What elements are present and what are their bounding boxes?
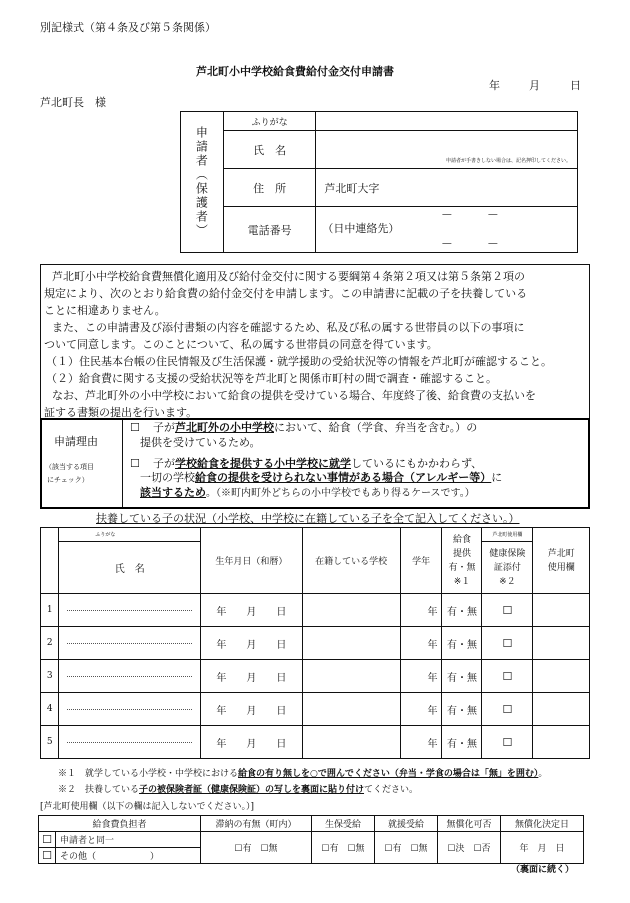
body-line: ついて同意します。このことについて、私の属する世帯員の同意を得ています。 — [44, 338, 438, 351]
office-caption: [芦北町使用欄（以下の欄は記入しないでください。）] — [40, 802, 255, 812]
child-name-cell[interactable] — [59, 627, 201, 660]
continue-note: （裏面に続く） — [511, 865, 575, 875]
table-row — [41, 660, 590, 693]
insurance-checkbox[interactable]: ☐ — [482, 693, 533, 726]
reason-sub-1: （該当する項目 — [45, 463, 94, 471]
use-cell — [533, 594, 590, 627]
birth-cell[interactable]: 年 月 日 — [201, 627, 302, 660]
payer-same-label: 申請者と同一 — [56, 832, 201, 848]
body-line: なお、芦北町外の小中学校において給食の提供を受けている場合、年度終了後、給食費の支払いを — [52, 389, 536, 402]
birth-cell[interactable]: 年 月 日 — [201, 594, 302, 627]
col-insurance: 健康保険 証添付 ※２ — [482, 542, 533, 594]
school-cell[interactable] — [302, 594, 400, 627]
col-school: 在籍している学校 — [302, 528, 400, 594]
body-line: （１）住民基本台帳の住民情報及び生活保護・就学援助の受給状況等の情報を芦北町が確認すること。 — [46, 355, 552, 368]
use-cell — [533, 726, 590, 759]
grade-cell[interactable]: 年 — [400, 660, 442, 693]
reason-1-line-2: 提供を受けているため。 — [140, 436, 261, 449]
meal-cell[interactable]: 有・無 — [442, 594, 482, 627]
reason-2-line-1: 子が学校給食を提供する小中学校に就学しているにもかかわらず、 — [153, 457, 483, 470]
insurance-checkbox[interactable]: ☐ — [482, 660, 533, 693]
office-h-date: 無償化決定日 — [501, 816, 584, 832]
applicant-side-label: 申請者（保護者） — [181, 112, 224, 253]
meal-cell[interactable]: 有・無 — [442, 627, 482, 660]
table-row — [41, 693, 590, 726]
col-grade: 学年 — [400, 528, 442, 594]
birth-cell[interactable]: 年 月 日 — [201, 693, 302, 726]
body-line: 証する書類の提出を行います。 — [44, 406, 198, 419]
date-year-label: 年 — [489, 79, 500, 92]
school-cell[interactable] — [302, 693, 400, 726]
school-cell[interactable] — [302, 627, 400, 660]
office-table — [38, 815, 584, 864]
birth-cell[interactable]: 年 月 日 — [201, 726, 302, 759]
date-day-label: 日 — [570, 79, 581, 92]
meal-cell[interactable]: 有・無 — [442, 726, 482, 759]
arrears-options: ☐有 ☐無 — [201, 832, 312, 864]
body-line: （２）給食費に関する支援の受給状況等を芦北町と関係市町村の間で調査・確認すること。 — [46, 372, 497, 385]
meal-cell[interactable]: 有・無 — [442, 660, 482, 693]
table-row — [41, 627, 590, 660]
decision-date: 年 月 日 — [501, 832, 584, 864]
meal-cell[interactable]: 有・無 — [442, 693, 482, 726]
row-no: 4 — [41, 693, 59, 726]
insurance-checkbox[interactable]: ☐ — [482, 627, 533, 660]
insurance-checkbox[interactable]: ☐ — [482, 594, 533, 627]
col-birth: 生年月日（和暦） — [201, 528, 302, 594]
phone-dash-2b: ― — [488, 239, 498, 249]
phone-field[interactable] — [316, 207, 578, 253]
name-note: 申請者が手書きしない場合は、記名押印してください。 — [445, 158, 571, 164]
body-line: 芦北町小中学校給食費無償化適用及び給付金交付に関する要綱第４条第２項又は第５条第２項の — [52, 270, 525, 283]
col-meal: 給食 提供 有・無 ※１ — [442, 528, 482, 594]
child-name-cell[interactable] — [59, 660, 201, 693]
phone-label: 電話番号 — [223, 207, 316, 253]
payer-other-label: その他（ ） — [56, 848, 201, 864]
reason-divider — [122, 420, 123, 507]
address-field[interactable] — [316, 169, 578, 207]
body-line: 規定により、次のとおり給食費の給付金交付を申請します。この申請書に記載の子を扶養している — [44, 287, 528, 300]
table-row — [41, 726, 590, 759]
furigana-field[interactable] — [316, 112, 578, 131]
address-label: 住 所 — [223, 169, 316, 207]
col-no-header — [41, 528, 59, 594]
grade-cell[interactable]: 年 — [400, 627, 442, 660]
phone-dash-1b: ― — [488, 210, 498, 220]
row-no: 5 — [41, 726, 59, 759]
grade-cell[interactable]: 年 — [400, 594, 442, 627]
col-use: 芦北町 使用欄 — [533, 528, 590, 594]
date-month-label: 月 — [529, 79, 540, 92]
body-line: また、この申請書及び添付書類の内容を確認するため、私及び私の属する世帯員の以下の事項に — [52, 321, 525, 334]
reason-1-checkbox[interactable]: ☐ — [130, 421, 140, 434]
reason-2-checkbox[interactable]: ☐ — [130, 457, 140, 470]
child-name-cell[interactable] — [59, 693, 201, 726]
table-row — [41, 594, 590, 627]
row-no: 3 — [41, 660, 59, 693]
body-line: ことに相違ありません。 — [44, 304, 166, 317]
use-cell — [533, 660, 590, 693]
note-1: ※１ 就学している小学校・中学校における給食の有り無しを○で囲んでください（弁当・学食の場合は「無」を囲む）。 — [58, 769, 548, 779]
col-furigana: ふりがな — [59, 528, 201, 542]
school-cell[interactable] — [302, 660, 400, 693]
welfare-options: ☐有 ☐無 — [312, 832, 375, 864]
insurance-checkbox[interactable]: ☐ — [482, 726, 533, 759]
phone-dash-2a: ― — [442, 239, 452, 249]
office-h-arrears: 滞納の有無（町内） — [201, 816, 312, 832]
payer-same-checkbox: ☐ — [39, 832, 56, 848]
form-title: 芦北町小中学校給食費給付金交付申請書 — [196, 65, 394, 78]
name-field[interactable] — [316, 131, 578, 169]
school-cell[interactable] — [302, 726, 400, 759]
reason-2-line-2: 一切の学校給食の提供を受けられない事情がある場合（アレルギー等）に — [140, 471, 503, 484]
furigana-label: ふりがな — [223, 112, 316, 131]
children-table — [40, 527, 590, 759]
phone-daytime-label: （日中連絡先） — [322, 222, 400, 235]
payer-other-checkbox: ☐ — [39, 848, 56, 864]
child-name-cell[interactable] — [59, 726, 201, 759]
col-name: 氏 名 — [59, 542, 201, 594]
reason-1-line-1: 子が芦北町外の小中学校において、給食（学食、弁当を含む。）の — [153, 421, 478, 434]
birth-cell[interactable]: 年 月 日 — [201, 660, 302, 693]
col-office-top: 芦北町使用欄 — [482, 528, 533, 542]
note-2: ※２ 扶養している子の被保険者証（健康保険証）の写しを裏面に貼り付けてください。 — [58, 785, 419, 795]
addressee: 芦北町長 様 — [40, 96, 106, 109]
phone-dash-1a: ― — [442, 210, 452, 220]
applicant-table — [180, 111, 578, 253]
row-no: 1 — [41, 594, 59, 627]
name-label: 氏 名 — [223, 131, 316, 169]
row-no: 2 — [41, 627, 59, 660]
aid-options: ☐有 ☐無 — [375, 832, 438, 864]
reason-label: 申請理由 — [54, 435, 98, 448]
office-h-aid: 就援受給 — [375, 816, 438, 832]
child-name-cell[interactable] — [59, 594, 201, 627]
office-h-payer: 給食費負担者 — [39, 816, 201, 832]
reason-sub-2: にチェック） — [47, 476, 89, 484]
office-h-free: 無償化可否 — [438, 816, 501, 832]
use-cell — [533, 627, 590, 660]
grade-cell[interactable]: 年 — [400, 726, 442, 759]
free-options: ☐決 ☐否 — [438, 832, 501, 864]
reason-2-line-3: 該当するため。（※町内町外どちらの小中学校でもあり得るケースです。） — [140, 486, 475, 499]
children-heading: 扶養している子の状況（小学校、中学校に在籍している子を全て記入してください。） — [96, 512, 520, 525]
address-prefix: 芦北町大字 — [324, 181, 380, 195]
office-h-welfare: 生保受給 — [312, 816, 375, 832]
form-reference: 別記様式（第４条及び第５条関係） — [40, 21, 216, 34]
use-cell — [533, 693, 590, 726]
grade-cell[interactable]: 年 — [400, 693, 442, 726]
